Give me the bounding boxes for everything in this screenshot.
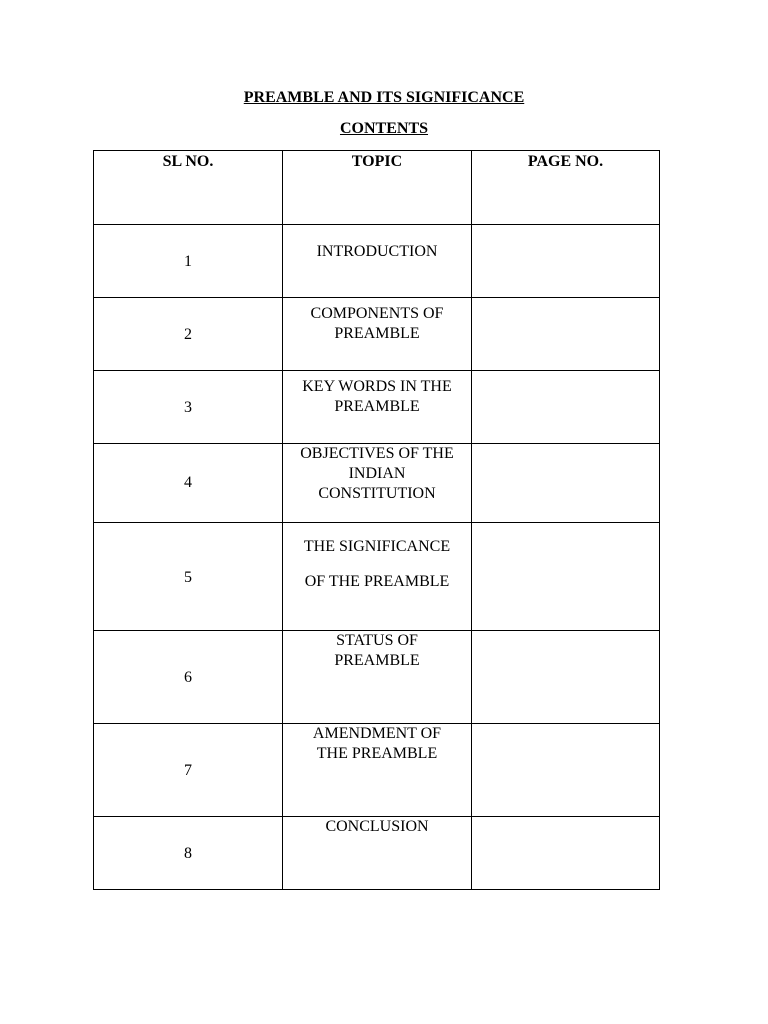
header-topic: TOPIC — [283, 151, 472, 225]
sl-number-text: 6 — [184, 669, 192, 686]
topic-text: PREAMBLE — [334, 652, 420, 669]
sl-number-text: 5 — [184, 568, 192, 586]
topic-cell — [283, 631, 472, 724]
sl-number — [94, 631, 283, 724]
table-row — [94, 444, 660, 523]
topic-cell — [283, 817, 472, 890]
topic-text: INDIAN — [348, 465, 406, 482]
topic-text: KEY WORDS IN THE — [302, 378, 452, 395]
topic-text: AMENDMENT OF — [312, 725, 442, 742]
sl-number — [94, 371, 283, 444]
table-row — [94, 225, 660, 298]
topic-text: CONCLUSION — [325, 818, 429, 835]
table-row — [94, 817, 660, 890]
page-number — [472, 724, 660, 817]
page-number — [472, 817, 660, 890]
topic-text: CONSTITUTION — [318, 485, 436, 502]
sl-number — [94, 523, 283, 631]
topic-text: INTRODUCTION — [316, 243, 438, 260]
topic-text: COMPONENTS OF — [310, 305, 444, 322]
topic-cell — [283, 724, 472, 817]
sl-number-text: 4 — [184, 474, 192, 491]
sl-number-text: 8 — [184, 845, 192, 862]
sl-number-text: 1 — [184, 253, 192, 270]
sl-number-text: 7 — [184, 762, 192, 779]
sl-number — [94, 298, 283, 371]
page-number — [472, 444, 660, 523]
sl-number — [94, 444, 283, 523]
sl-number — [94, 724, 283, 817]
topic-cell — [283, 298, 472, 371]
sl-number-text: 2 — [184, 326, 192, 343]
topic-cell — [283, 523, 472, 631]
topic-text: STATUS OF — [336, 632, 418, 649]
page-number — [472, 371, 660, 444]
contents-table — [93, 150, 660, 890]
page-number — [472, 631, 660, 724]
page-number — [472, 225, 660, 298]
topic-cell — [283, 371, 472, 444]
page-number — [472, 298, 660, 371]
sl-number-text: 3 — [184, 399, 192, 416]
topic-text: THE PREAMBLE — [316, 745, 438, 762]
topic-text: OF THE PREAMBLE — [304, 573, 450, 590]
topic-text: THE SIGNIFICANCE — [303, 538, 451, 555]
page-number — [472, 523, 660, 631]
sl-number — [94, 817, 283, 890]
table-header-row — [94, 151, 660, 225]
table-row — [94, 371, 660, 444]
table-row — [94, 298, 660, 371]
table-row — [94, 724, 660, 817]
topic-text: PREAMBLE — [334, 398, 420, 415]
table-row — [94, 631, 660, 724]
header-page-no: PAGE NO. — [472, 151, 660, 225]
topic-cell — [283, 225, 472, 298]
contents-heading: CONTENTS — [339, 120, 429, 137]
document-title: PREAMBLE AND ITS SIGNIFICANCE — [243, 89, 525, 106]
topic-text: OBJECTIVES OF THE — [300, 445, 454, 462]
sl-number — [94, 225, 283, 298]
topic-cell — [283, 444, 472, 523]
topic-text: PREAMBLE — [334, 325, 420, 342]
header-sl-no: SL NO. — [94, 151, 283, 225]
table-row — [94, 523, 660, 631]
